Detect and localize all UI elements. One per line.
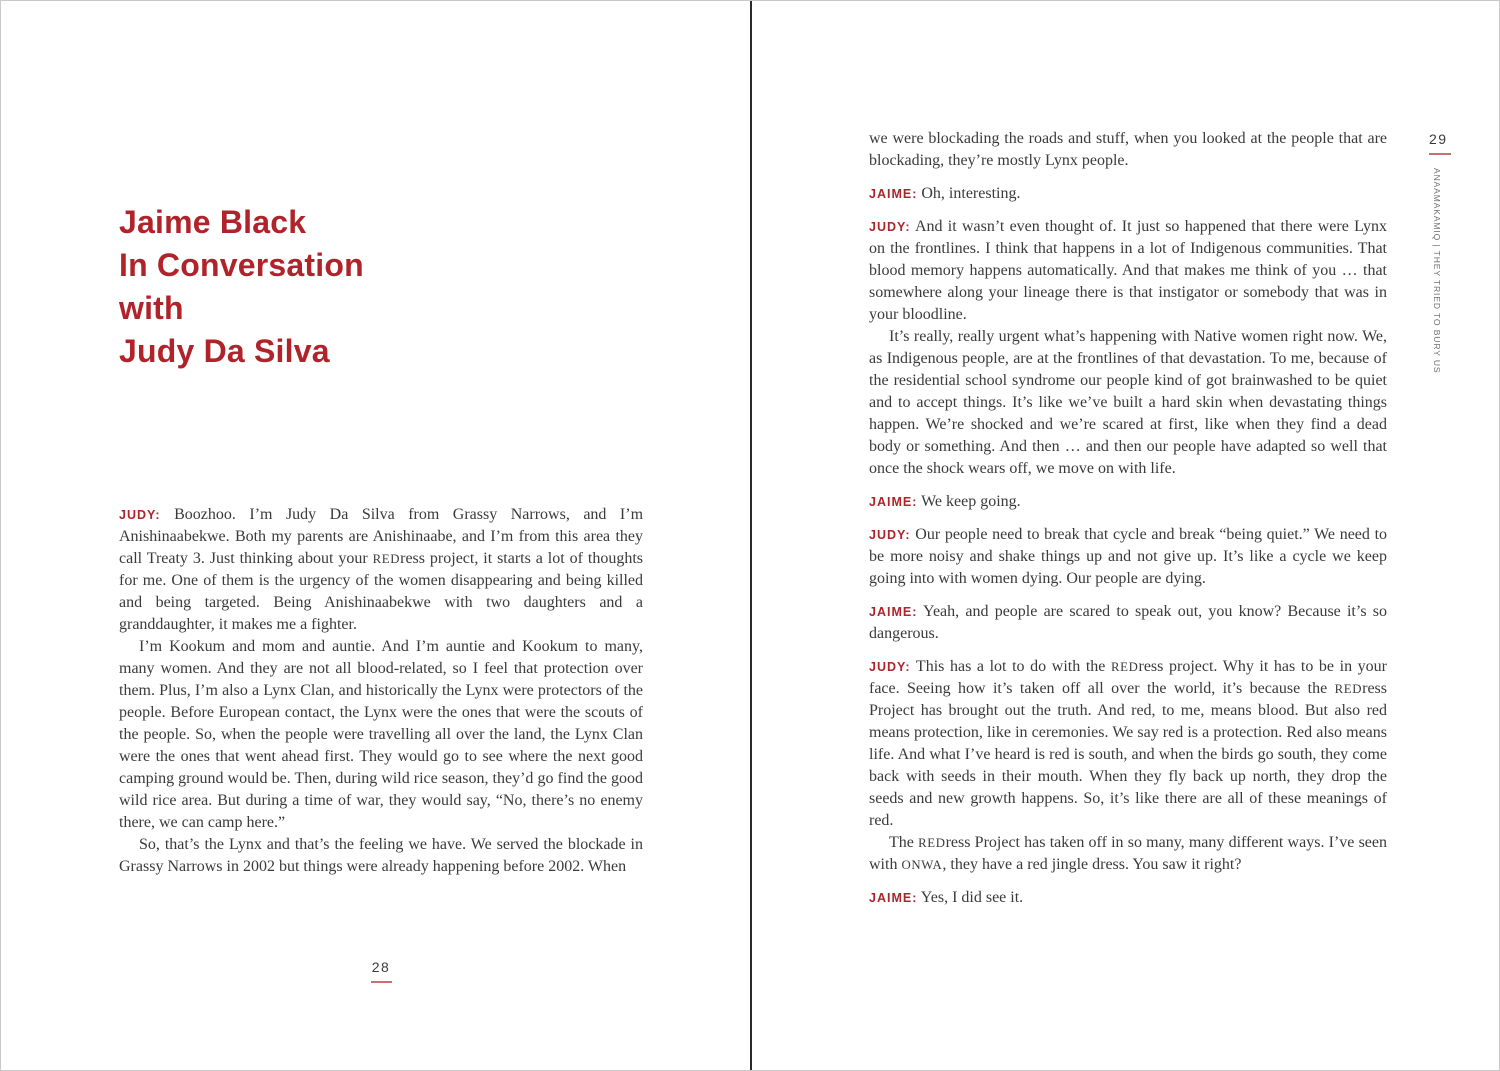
chapter-title	[119, 201, 679, 373]
speaker-label: JAIME:	[869, 605, 918, 619]
small-caps-text: RED	[1110, 660, 1139, 674]
paragraph: JAIME: Yes, I did see it.	[869, 889, 1024, 906]
page-gutter-divider	[750, 1, 752, 1070]
page-number: 29	[1429, 131, 1448, 147]
running-header-vertical: ANAAMAKAMIQ | THEY TRIED TO BURY US	[1432, 168, 1442, 374]
paragraph: It’s really, really urgent what’s happening with Native women right now. We, as Indigenous people, are at the frontlines of that devastation. To me, because of the residential school syndrome our people kind of got brainwashed to be quiet and to accept things. It’s like we’ve built a hard skin when devastating things happen. We’re shocked and we’re scared at first, like when they find a dead body or something. And then … and then our people have adapted so well that once the shock wears off, we move on with life.	[869, 328, 1387, 477]
speaker-label: JUDY:	[869, 220, 911, 234]
right-page-text	[869, 128, 1387, 909]
small-caps-text: RED	[372, 552, 401, 566]
paragraph: JUDY: Boozhoo. I’m Judy Da Silva from Grassy Narrows, and I’m Anishinaabekwe. Both my parents are Anishinaabe, and I’m from this area they call Treaty 3. Just thinking about your REDress project, it starts a lot of thoughts for me. One of them is the urgency of the women disappearing and being killed and being targeted. Being Anishinaabekwe with two daughters and a granddaughter, it makes me a fighter.	[119, 506, 644, 633]
speaker-label: JAIME:	[869, 891, 918, 905]
page-number-rule	[1429, 153, 1451, 155]
small-caps-text: ONWA	[901, 858, 943, 872]
paragraph: we were blockading the roads and stuff, when you looked at the people that are blockading, they’re mostly Lynx people.	[869, 130, 1387, 169]
paragraph: The REDress Project has taken off in so many, many different ways. I’ve seen with ONWA, they have a red jingle dress. You saw it right?	[869, 834, 1388, 873]
left-page-footer	[119, 959, 643, 983]
speaker-label: JUDY:	[869, 528, 911, 542]
paragraph: JAIME: We keep going.	[869, 493, 1021, 510]
speaker-label: JUDY:	[119, 508, 161, 522]
paragraph: JAIME: Yeah, and people are scared to speak out, you know? Because it’s so dangerous.	[869, 603, 1387, 642]
left-page-text	[119, 504, 643, 878]
paragraph: So, that’s the Lynx and that’s the feeling we have. We served the blockade in Grassy Narrows in 2002 but things were already happening before 2002. When	[119, 836, 643, 875]
speaker-label: JAIME:	[869, 187, 918, 201]
chapter-title-line: Judy Da Silva	[119, 333, 330, 369]
paragraph: JUDY: Our people need to break that cycle and break “being quiet.” We need to be more noisy and shake things up and not give up. It’s like a cycle we keep going into with women dying. Our people are dying.	[869, 526, 1388, 587]
small-caps-text: RED	[1334, 682, 1363, 696]
right-page-header	[1429, 131, 1469, 155]
page-number: 28	[371, 959, 391, 975]
page-number-rule	[371, 981, 392, 983]
chapter-title-line: with	[119, 290, 184, 326]
speaker-label: JAIME:	[869, 495, 918, 509]
paragraph: JUDY: This has a lot to do with the REDress project. Why it has to be in your face. Seeing how it’s taken off all over the world, it’s because the REDress Project has brought out the truth. And red, to me, means blood. But also red means protection, like in ceremonies. We say red is a protection. Red also means life. And what I’ve heard is red is south, and when the birds go south, they come back with seeds in their mouth. When they fly back up north, they drop the seeds and new growth happens. So, it’s like there are all of these meanings of red.	[869, 658, 1388, 829]
paragraph: I’m Kookum and mom and auntie. And I’m auntie and Kookum to many, many women. And they are not all blood-related, so I feel that protection over them. Plus, I’m also a Lynx Clan, and historically the Lynx were protectors of the people. Before European contact, the Lynx were the ones that were the scouts of the people. So, when the people were travelling all over the land, the Lynx Clan were the ones that went ahead first. They would go to see where the next good camping ground would be. Then, during wild rice season, they’d go find the good wild rice area. But during a time of war, they would say, “No, there’s no enemy there, we can camp here.”	[119, 638, 643, 831]
chapter-title-line: Jaime Black	[119, 204, 307, 240]
paragraph: JAIME: Oh, interesting.	[869, 185, 1021, 202]
speaker-label: JUDY:	[869, 660, 911, 674]
paragraph: JUDY: And it wasn’t even thought of. It just so happened that there were Lynx on the frontlines. I think that happens in a lot of Indigenous communities. That blood memory happens automatically. And that makes me think of you … that somewhere along your lineage there is that instigator or somebody that was in your bloodline.	[869, 218, 1387, 323]
chapter-title-line: In Conversation	[119, 247, 364, 283]
small-caps-text: RED	[918, 836, 946, 850]
